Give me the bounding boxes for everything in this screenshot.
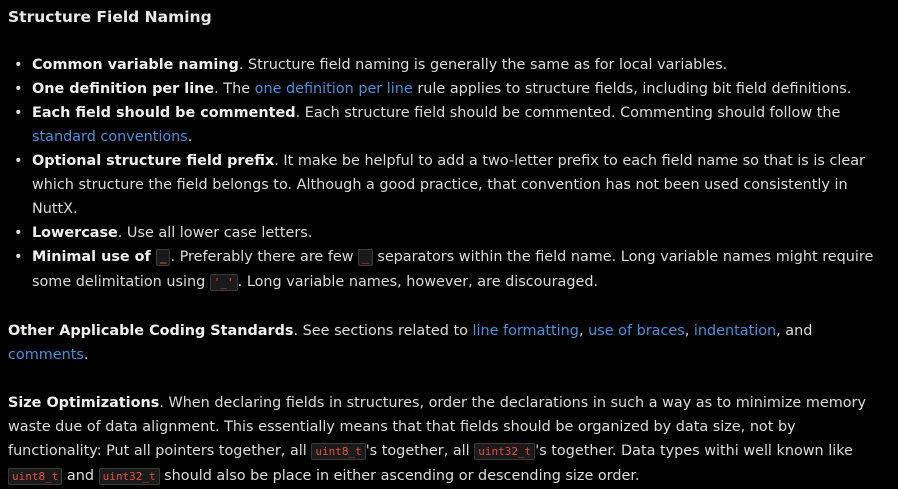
list-item-minimal-underscore [14,245,874,295]
para-text: . When declaring fields in structures, order the declarations in such a way as to minimize memory waste due of data alignment. This essentially means that that fields should be organized by data size, not by functionality: Put all pointers together, all [8,395,866,459]
item-heading: One definition per line [32,81,215,97]
item-text: . Long variable names, however, are discouraged. [237,274,599,290]
item-heading-text: Minimal use of [32,249,156,265]
list-item-commented [14,101,874,149]
para-text: . See sections related to [293,323,473,339]
list-item-prefix [14,149,874,221]
code-uint8: uint8_t [8,468,62,485]
item-text: . Structure field naming is generally the same as for local variables. [238,57,728,73]
bullet-icon: • [14,57,23,73]
item-text: . Preferably there are few [170,249,359,265]
para-text: , and [776,323,813,339]
section-title: Structure Field Naming [8,8,212,26]
code-uint32: uint32_t [474,443,535,460]
item-heading: Optional structure field prefix [32,153,275,169]
item-text: separators within the field name. Long variable names might require some delimitation using [32,249,874,290]
item-text: . Each structure field should be commented. Commenting should follow the [295,105,841,121]
bullet-icon: • [14,225,23,241]
link-comments[interactable]: comments [8,347,84,363]
para-text: . [83,347,89,363]
rules-list [8,53,874,295]
size-optimizations-paragraph [8,391,874,489]
para-text: 's together. Data types withi well known like [535,443,853,459]
item-text: rule applies to structure fields, including bit field definitions. [412,81,852,97]
item-text: . Use all lower case letters. [117,225,313,241]
item-heading: Lowercase [32,225,118,241]
code-underscore: _ [156,249,171,266]
other-standards-paragraph [8,319,874,367]
para-text: , [684,323,694,339]
para-text: 's together, all [365,443,475,459]
list-item-lowercase [14,221,874,245]
link-indentation[interactable]: indentation [693,323,777,339]
list-item-one-definition [14,77,874,101]
link-one-definition-per-line[interactable]: one definition per line [254,81,413,97]
item-heading: Common variable naming [32,57,239,73]
link-use-of-braces[interactable]: use of braces [588,323,685,339]
para-text: and [62,468,99,484]
item-text: . [187,129,193,145]
size-heading: Size Optimizations [8,395,160,411]
bullet-icon: • [14,105,23,121]
item-text: . It make be helpful to add a two-letter prefix to each field name so that is is clear which structure the field belongs to. Although a good practice, that convention has not been used consistently in NuttX. [32,153,865,217]
list-item-common-naming [14,53,874,77]
link-line-formatting[interactable]: line formatting [472,323,579,339]
code-underscore: _ [358,249,373,266]
bullet-icon: • [14,81,23,97]
code-uint8: uint8_t [311,443,365,460]
item-text: . The [214,81,255,97]
para-text: should also be place in either ascending or descending size order. [159,468,640,484]
link-standard-conventions[interactable]: standard conventions [32,129,188,145]
item-heading: Each field should be commented [32,105,296,121]
code-quoted-underscore: '_' [210,274,238,291]
code-uint32: uint32_t [99,468,160,485]
bullet-icon: • [14,153,23,169]
para-text: , [578,323,589,339]
other-heading: Other Applicable Coding Standards [8,323,294,339]
bullet-icon: • [14,249,23,265]
item-heading [32,249,170,265]
